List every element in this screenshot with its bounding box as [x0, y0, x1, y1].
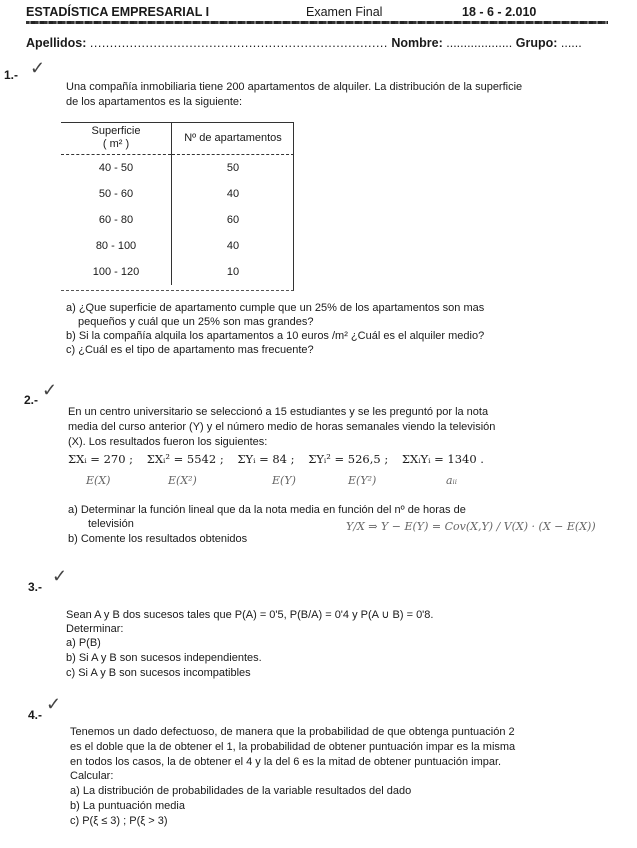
q4-number: 4.-	[28, 708, 43, 722]
q3-number: 3.-	[28, 580, 43, 594]
q3-determinar: Determinar:	[66, 623, 124, 635]
cell-range: 80 - 100	[95, 240, 137, 252]
q4-part-c: c) P(ξ ≤ 3) ; P(ξ > 3)	[70, 815, 168, 827]
cell-count: 40	[172, 233, 295, 259]
apellidos-label: Apellidos:	[26, 36, 87, 50]
q1-intro-line1: Una compañía inmobiliaria tiene 200 apartamentos de alquiler. La distribución de la superficie	[66, 81, 523, 93]
col-surface-header	[61, 122, 172, 155]
grupo-field[interactable]: ......	[560, 36, 582, 50]
course-title: ESTADÍSTICA EMPRESARIAL I	[26, 5, 210, 19]
cell-count: 40	[172, 181, 295, 207]
cell-range: 50 - 60	[98, 188, 134, 200]
col-surface-header-b: ( m² )	[102, 138, 130, 150]
col-surface-header-a: Superficie	[91, 125, 141, 137]
apellidos-field[interactable]: ...........................................................................	[89, 36, 388, 50]
exam-title: Examen Final	[306, 5, 383, 19]
q4-calcular: Calcular:	[70, 770, 114, 782]
nombre-field[interactable]: ...................	[446, 36, 513, 50]
grupo-label: Grupo:	[515, 36, 558, 50]
cell-range: 100 - 120	[92, 266, 140, 278]
cell-range: 60 - 80	[98, 214, 134, 226]
q4-line2: es el doble que la de obtener el 1, la probabilidad de obtener puntuación impar es la misma	[70, 741, 516, 753]
q2-part-a-line1: a) Determinar la función lineal que da la nota media en función del nº de horas de	[68, 504, 466, 516]
header-rule	[26, 21, 608, 24]
table-header-row	[61, 122, 294, 155]
hand-note-a11: aᵢᵢ	[446, 474, 457, 487]
table-row	[61, 259, 294, 285]
cell-count: 10	[172, 259, 295, 285]
q2-number: 2.-	[24, 393, 39, 407]
q2-intro-line2: media del curso anterior (Y) y el número medio de horas semanales viendo la televisión	[68, 421, 496, 433]
q2-part-b: b) Comente los resultados obtenidos	[68, 533, 248, 545]
q4-part-b: b) La puntuación media	[70, 800, 185, 812]
cell-count: 60	[172, 207, 295, 233]
q1-check-mark-icon: ✓	[30, 58, 46, 79]
q3-part-a: a) P(B)	[66, 637, 101, 649]
q1-number: 1.-	[4, 68, 19, 82]
q2-intro-line3: (X). Los resultados fueron los siguientes:	[68, 436, 268, 448]
sum-x: ΣXᵢ = 270 ;	[68, 452, 134, 466]
q4-check-mark-icon: ✓	[46, 694, 62, 715]
table-row	[61, 233, 294, 259]
q3-check-mark-icon: ✓	[52, 566, 68, 587]
exam-date: 18 - 6 - 2.010	[462, 5, 537, 19]
nombre-label: Nombre:	[391, 36, 443, 50]
col-count-header: Nº de apartamentos	[172, 122, 295, 155]
q4-line1: Tenemos un dado defectuoso, de manera que la probabilidad de que obtenga puntuación 2	[70, 726, 515, 738]
hand-formula: Y/X ⇒ Y − E(Y) = Cov(X,Y) / V(X) · (X − E(X))	[346, 520, 596, 533]
q2-sums-row	[68, 452, 484, 466]
sum-xy: ΣXᵢYᵢ = 1340 .	[401, 452, 484, 466]
sum-y: ΣYᵢ = 84 ;	[237, 452, 295, 466]
q3-part-c: c) Si A y B son sucesos incompatibles	[66, 667, 251, 679]
hand-note-ex: E(X)	[86, 474, 111, 487]
q1-part-b: b) Si la compañía alquila los apartamentos a 10 euros /m² ¿Cuál es el alquiler medio?	[66, 330, 485, 342]
table-row	[61, 181, 294, 207]
q2-intro-line1: En un centro universitario se seleccionó a 15 estudiantes y se les preguntó por la nota	[68, 406, 489, 418]
table-row	[61, 155, 294, 182]
q4-part-a: a) La distribución de probabilidades de la variable resultados del dado	[70, 785, 412, 797]
q1-part-a-line1: a) ¿Que superficie de apartamento cumple que un 25% de los apartamentos son mas	[66, 302, 485, 314]
q3-part-b: b) Si A y B son sucesos independientes.	[66, 652, 262, 664]
sum-x2: ΣXᵢ² = 5542 ;	[146, 452, 224, 466]
table-row	[61, 207, 294, 233]
q1-part-a-line2: pequeños y cuál que un 25% son mas grandes?	[78, 316, 314, 328]
cell-count: 50	[172, 155, 295, 182]
q1-part-c: c) ¿Cuál es el tipo de apartamento mas frecuente?	[66, 344, 314, 356]
q4-line3: en todos los casos, la de obtener el 4 y la del 6 es la mitad de obtener puntuación impar.	[70, 756, 502, 768]
sum-y2: ΣYᵢ² = 526,5 ;	[308, 452, 389, 466]
q3-intro: Sean A y B dos sucesos tales que P(A) = 0'5, P(B/A) = 0'4 y P(A ∪ B) = 0'8.	[66, 609, 434, 621]
q2-check-mark-icon: ✓	[42, 380, 58, 401]
name-row	[26, 36, 582, 50]
q1-surface-table	[61, 122, 294, 285]
hand-note-ex2: E(X²)	[168, 474, 197, 487]
q2-part-a-line2: televisión	[88, 518, 134, 530]
hand-note-ey2: E(Y²)	[348, 474, 377, 487]
q1-intro-line2: de los apartamentos es la siguiente:	[66, 96, 243, 108]
hand-note-ey: E(Y)	[272, 474, 296, 487]
cell-range: 40 - 50	[98, 162, 134, 174]
